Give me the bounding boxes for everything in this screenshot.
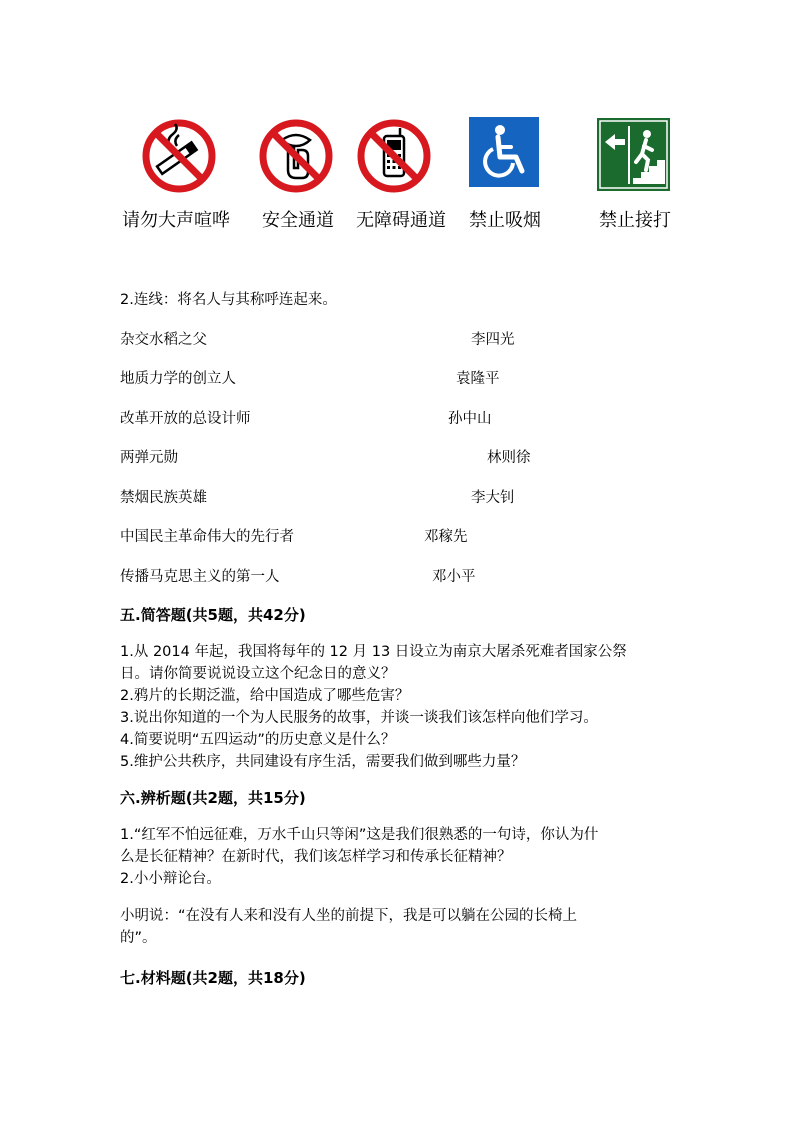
section-5-line: 4.简要说明“五四运动”的历史意义是什么？ xyxy=(120,732,396,748)
emergency-exit-icon xyxy=(597,118,670,191)
section-5-line: 2.鸦片的长期泛滥，给中国造成了哪些危害？ xyxy=(120,688,410,704)
match-right-item: 邓小平 xyxy=(432,569,476,585)
sign-caption-3: 无障碍通道 xyxy=(356,210,446,231)
match-left-item: 禁烟民族英雄 xyxy=(120,490,207,506)
section-6-line: 1.“红军不怕远征难，万水千山只等闲”这是我们很熟悉的一句诗，你认为什 xyxy=(120,827,599,843)
match-right-item: 孙中山 xyxy=(448,411,492,427)
section-5-line: 3.说出你知道的一个为人民服务的故事，并谈一谈我们该怎样向他们学习。 xyxy=(120,710,598,726)
sign-caption-5: 禁止接打 xyxy=(599,210,671,231)
section-5-line: 5.维护公共秩序，共同建设有序生活，需要我们做到哪些力量？ xyxy=(120,754,526,770)
match-left-item: 杂交水稻之父 xyxy=(120,332,207,348)
section-6-quote-line: 的”。 xyxy=(120,930,157,946)
section-6-quote xyxy=(120,905,680,949)
match-left-item: 传播马克思主义的第一人 xyxy=(120,569,280,585)
match-left-item: 两弹元勋 xyxy=(120,450,178,466)
section-6-line: 么是长征精神？在新时代，我们该怎样学习和传承长征精神？ xyxy=(120,849,512,865)
match-right-item: 邓稼先 xyxy=(424,529,468,545)
section-6-heading: 六.辨析题(共2题，共15分) xyxy=(120,789,306,807)
sign-caption-1: 请勿大声喧哗 xyxy=(122,210,230,231)
no-smoking-icon xyxy=(141,118,217,194)
match-left-item: 中国民主革命伟大的先行者 xyxy=(120,529,294,545)
section-6-line: 2.小小辩论台。 xyxy=(120,871,221,887)
section-5-line: 1.从 2014 年起，我国将每年的 12 月 13 日设立为南京大屠杀死难者国家公祭 xyxy=(120,644,627,660)
match-left-item: 改革开放的总设计师 xyxy=(120,411,251,427)
section-6-quote-line: 小明说：“在没有人来和没有人坐的前提下，我是可以躺在公园的长椅上 xyxy=(120,908,578,924)
section-5-line: 日。请你简要说说设立这个纪念日的意义？ xyxy=(120,666,396,682)
section-5-body xyxy=(120,641,680,773)
section-7-heading: 七.材料题(共2题，共18分) xyxy=(120,969,306,987)
no-phone-icon xyxy=(356,118,432,194)
wheelchair-icon xyxy=(469,117,539,187)
section-6-body xyxy=(120,824,680,890)
match-right-item: 李四光 xyxy=(471,332,515,348)
match-right-item: 李大钊 xyxy=(471,490,515,506)
sign-caption-4: 禁止吸烟 xyxy=(469,210,541,231)
section-5-heading: 五.简答题(共5题，共42分) xyxy=(120,606,306,624)
match-right-item: 袁隆平 xyxy=(456,371,500,387)
match-right-item: 林则徐 xyxy=(487,450,531,466)
match-left-item: 地质力学的创立人 xyxy=(120,371,236,387)
sign-caption-2: 安全通道 xyxy=(262,210,334,231)
no-noise-icon xyxy=(258,118,334,194)
q2-title: 2.连线：将名人与其称呼连起来。 xyxy=(120,292,337,308)
